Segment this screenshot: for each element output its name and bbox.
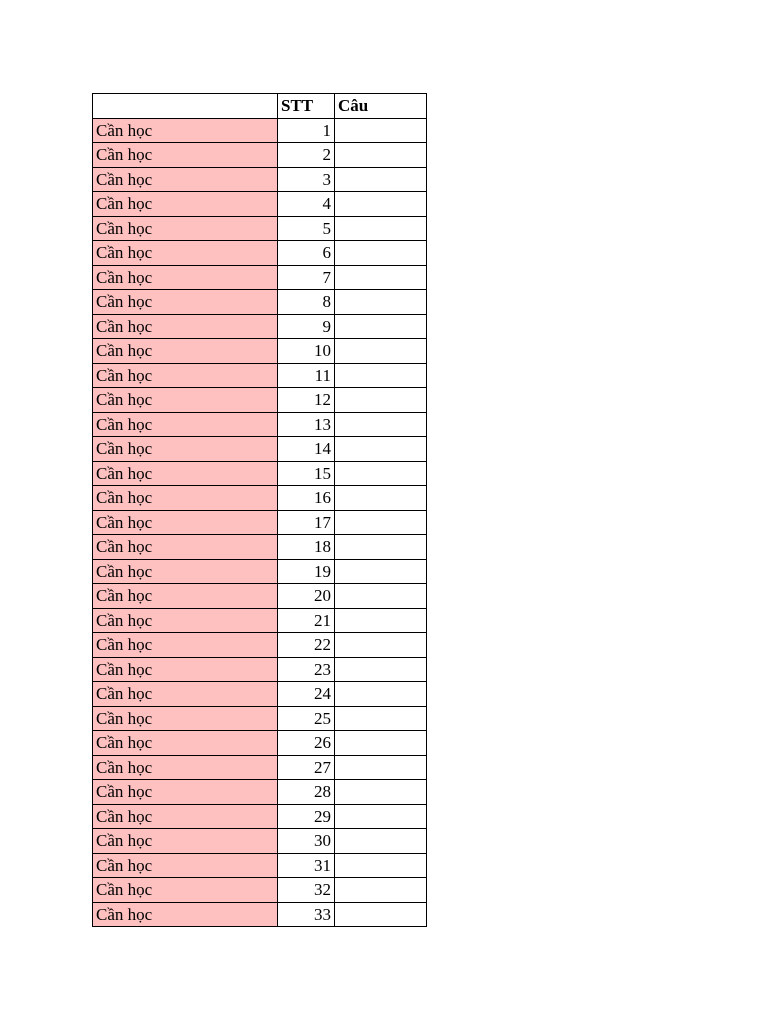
stt-cell[interactable]: 2 — [278, 143, 335, 168]
header-cell-cau[interactable]: Câu — [335, 94, 427, 119]
stt-cell[interactable]: 22 — [278, 633, 335, 658]
cau-cell[interactable] — [335, 388, 427, 413]
table-row — [93, 731, 427, 756]
cau-cell[interactable] — [335, 167, 427, 192]
cau-cell[interactable] — [335, 804, 427, 829]
cau-cell[interactable] — [335, 486, 427, 511]
status-cell[interactable]: Cần học — [93, 314, 278, 339]
status-cell[interactable]: Cần học — [93, 461, 278, 486]
stt-cell[interactable]: 11 — [278, 363, 335, 388]
stt-cell[interactable]: 4 — [278, 192, 335, 217]
status-cell[interactable]: Cần học — [93, 902, 278, 927]
stt-cell[interactable]: 10 — [278, 339, 335, 364]
table-row — [93, 192, 427, 217]
cau-cell[interactable] — [335, 902, 427, 927]
stt-cell[interactable]: 20 — [278, 584, 335, 609]
table-row — [93, 437, 427, 462]
table-row — [93, 633, 427, 658]
cau-cell[interactable] — [335, 290, 427, 315]
stt-cell[interactable]: 18 — [278, 535, 335, 560]
status-cell[interactable]: Cần học — [93, 584, 278, 609]
status-cell[interactable]: Cần học — [93, 241, 278, 266]
cau-cell[interactable] — [335, 118, 427, 143]
stt-cell[interactable]: 29 — [278, 804, 335, 829]
data-table — [92, 93, 427, 927]
cau-cell[interactable] — [335, 241, 427, 266]
cau-cell[interactable] — [335, 412, 427, 437]
status-cell[interactable]: Cần học — [93, 290, 278, 315]
status-cell[interactable]: Cần học — [93, 780, 278, 805]
stt-cell[interactable]: 7 — [278, 265, 335, 290]
table-row — [93, 510, 427, 535]
stt-cell[interactable]: 16 — [278, 486, 335, 511]
cau-cell[interactable] — [335, 731, 427, 756]
stt-cell[interactable]: 33 — [278, 902, 335, 927]
stt-cell[interactable]: 21 — [278, 608, 335, 633]
table-row — [93, 878, 427, 903]
cau-cell[interactable] — [335, 535, 427, 560]
status-cell[interactable]: Cần học — [93, 755, 278, 780]
status-cell[interactable]: Cần học — [93, 167, 278, 192]
cau-cell[interactable] — [335, 437, 427, 462]
table-row — [93, 584, 427, 609]
status-cell[interactable]: Cần học — [93, 486, 278, 511]
stt-cell[interactable]: 8 — [278, 290, 335, 315]
cau-cell[interactable] — [335, 314, 427, 339]
table-row — [93, 853, 427, 878]
status-cell[interactable]: Cần học — [93, 388, 278, 413]
cau-cell[interactable] — [335, 461, 427, 486]
stt-cell[interactable]: 19 — [278, 559, 335, 584]
cau-cell[interactable] — [335, 265, 427, 290]
table-row — [93, 682, 427, 707]
cau-cell[interactable] — [335, 755, 427, 780]
cau-cell[interactable] — [335, 682, 427, 707]
status-cell[interactable]: Cần học — [93, 363, 278, 388]
cau-cell[interactable] — [335, 584, 427, 609]
table-row — [93, 829, 427, 854]
table-row — [93, 535, 427, 560]
table-row — [93, 314, 427, 339]
table-row — [93, 657, 427, 682]
status-cell[interactable]: Cần học — [93, 510, 278, 535]
cau-cell[interactable] — [335, 363, 427, 388]
table-row — [93, 216, 427, 241]
table-row — [93, 755, 427, 780]
status-cell[interactable]: Cần học — [93, 412, 278, 437]
stt-cell[interactable]: 27 — [278, 755, 335, 780]
table-row — [93, 486, 427, 511]
cau-cell[interactable] — [335, 510, 427, 535]
header-cell-status[interactable] — [93, 94, 278, 119]
cau-cell[interactable] — [335, 216, 427, 241]
stt-cell[interactable]: 32 — [278, 878, 335, 903]
status-cell[interactable]: Cần học — [93, 706, 278, 731]
cau-cell[interactable] — [335, 878, 427, 903]
table-row — [93, 241, 427, 266]
status-cell[interactable]: Cần học — [93, 265, 278, 290]
cau-cell[interactable] — [335, 657, 427, 682]
status-cell[interactable]: Cần học — [93, 339, 278, 364]
table-body — [93, 94, 427, 927]
stt-cell[interactable]: 30 — [278, 829, 335, 854]
table-row — [93, 167, 427, 192]
stt-cell[interactable]: 6 — [278, 241, 335, 266]
status-cell[interactable]: Cần học — [93, 608, 278, 633]
status-cell[interactable]: Cần học — [93, 437, 278, 462]
header-cell-stt[interactable]: STT — [278, 94, 335, 119]
table-row — [93, 339, 427, 364]
table-row — [93, 143, 427, 168]
cau-cell[interactable] — [335, 608, 427, 633]
status-cell[interactable]: Cần học — [93, 143, 278, 168]
stt-cell[interactable]: 31 — [278, 853, 335, 878]
stt-cell[interactable]: 5 — [278, 216, 335, 241]
header-row — [93, 94, 427, 119]
stt-cell[interactable]: 3 — [278, 167, 335, 192]
status-cell[interactable]: Cần học — [93, 216, 278, 241]
status-cell[interactable]: Cần học — [93, 731, 278, 756]
stt-cell[interactable]: 14 — [278, 437, 335, 462]
spreadsheet — [92, 93, 427, 927]
table-row — [93, 559, 427, 584]
table-row — [93, 902, 427, 927]
stt-cell[interactable]: 13 — [278, 412, 335, 437]
stt-cell[interactable]: 28 — [278, 780, 335, 805]
stt-cell[interactable]: 9 — [278, 314, 335, 339]
status-cell[interactable]: Cần học — [93, 878, 278, 903]
status-cell[interactable]: Cần học — [93, 853, 278, 878]
table-row — [93, 804, 427, 829]
status-cell[interactable]: Cần học — [93, 682, 278, 707]
cau-cell[interactable] — [335, 559, 427, 584]
stt-cell[interactable]: 1 — [278, 118, 335, 143]
status-cell[interactable]: Cần học — [93, 804, 278, 829]
cau-cell[interactable] — [335, 829, 427, 854]
table-row — [93, 118, 427, 143]
cau-cell[interactable] — [335, 143, 427, 168]
status-cell[interactable]: Cần học — [93, 535, 278, 560]
cau-cell[interactable] — [335, 853, 427, 878]
stt-cell[interactable]: 23 — [278, 657, 335, 682]
cau-cell[interactable] — [335, 780, 427, 805]
status-cell[interactable]: Cần học — [93, 633, 278, 658]
stt-cell[interactable]: 25 — [278, 706, 335, 731]
stt-cell[interactable]: 12 — [278, 388, 335, 413]
stt-cell[interactable]: 24 — [278, 682, 335, 707]
table-row — [93, 265, 427, 290]
table-row — [93, 780, 427, 805]
status-cell[interactable]: Cần học — [93, 829, 278, 854]
table-row — [93, 290, 427, 315]
table-row — [93, 412, 427, 437]
cau-cell[interactable] — [335, 192, 427, 217]
status-cell[interactable]: Cần học — [93, 118, 278, 143]
status-cell[interactable]: Cần học — [93, 192, 278, 217]
stt-cell[interactable]: 15 — [278, 461, 335, 486]
stt-cell[interactable]: 17 — [278, 510, 335, 535]
cau-cell[interactable] — [335, 706, 427, 731]
table-row — [93, 608, 427, 633]
status-cell[interactable]: Cần học — [93, 559, 278, 584]
stt-cell[interactable]: 26 — [278, 731, 335, 756]
cau-cell[interactable] — [335, 339, 427, 364]
table-row — [93, 363, 427, 388]
status-cell[interactable]: Cần học — [93, 657, 278, 682]
table-row — [93, 706, 427, 731]
cau-cell[interactable] — [335, 633, 427, 658]
table-row — [93, 461, 427, 486]
table-row — [93, 388, 427, 413]
